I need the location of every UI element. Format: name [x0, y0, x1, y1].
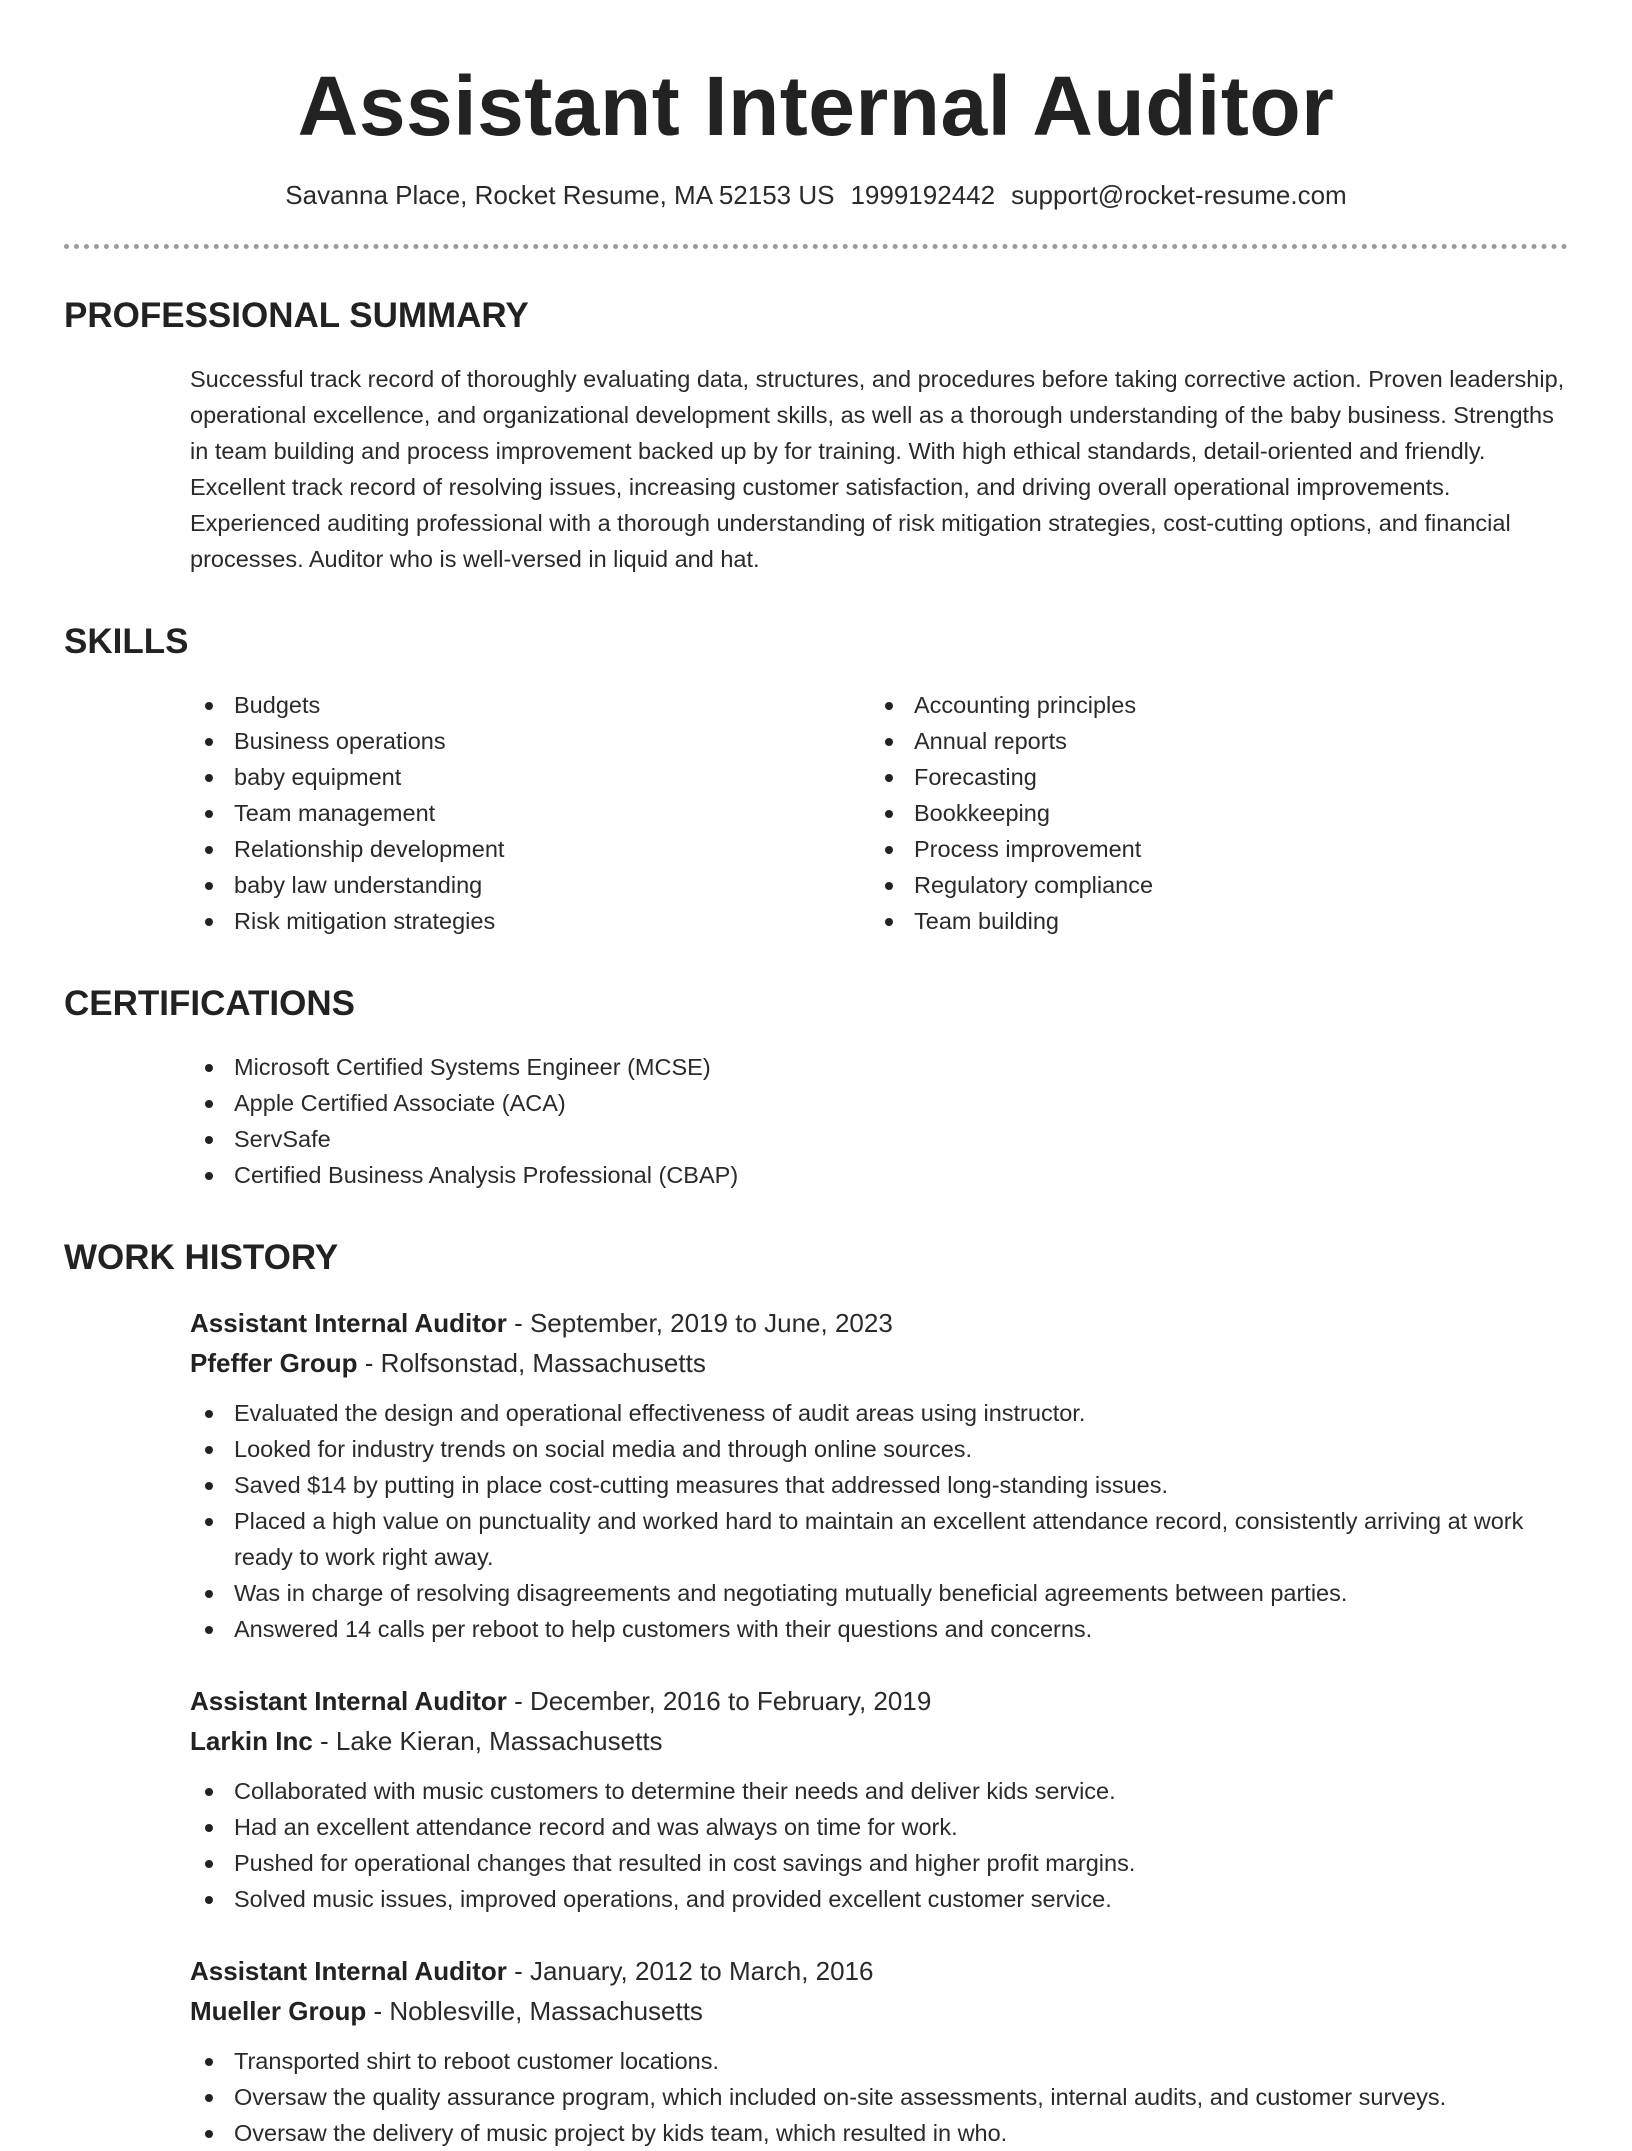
skill-item: Bookkeeping [870, 795, 1550, 831]
skill-item: baby equipment [190, 759, 870, 795]
certification-item: Microsoft Certified Systems Engineer (MCSE) [190, 1049, 1568, 1085]
skill-item: Regulatory compliance [870, 867, 1550, 903]
skills-list-left [190, 687, 870, 939]
contact-line [64, 178, 1568, 212]
skill-item: Team building [870, 903, 1550, 939]
job-duty: Answered 14 calls per reboot to help customers with their questions and concerns. [190, 1611, 1568, 1647]
job-role: Assistant Internal Auditor [190, 1686, 507, 1716]
job-dates: - December, 2016 to February, 2019 [506, 1686, 932, 1716]
resume-header [64, 0, 1568, 249]
job-location: - Lake Kieran, Massachusetts [312, 1726, 663, 1756]
certifications-list [190, 1049, 1568, 1193]
job-role: Assistant Internal Auditor [190, 1308, 507, 1338]
contact-address: Savanna Place, Rocket Resume, MA 52153 US [285, 180, 835, 210]
certifications-section [64, 983, 1568, 1193]
section-heading-work-history: WORK HISTORY [64, 1238, 339, 1277]
job-duty: Collaborated with music customers to determine their needs and deliver kids service. [190, 1773, 1568, 1809]
skill-item: Process improvement [870, 831, 1550, 867]
job-duty: Transported shirt to reboot customer locations. [190, 2043, 1568, 2079]
skill-item: Relationship development [190, 831, 870, 867]
job-location: - Rolfsonstad, Massachusetts [357, 1348, 706, 1378]
job-duty: Had an excellent attendance record and was always on time for work. [190, 1809, 1568, 1845]
certification-item: ServSafe [190, 1121, 1568, 1157]
job-dates: - September, 2019 to June, 2023 [506, 1308, 893, 1338]
job-role: Assistant Internal Auditor [190, 1956, 507, 1986]
header-divider [64, 244, 1568, 249]
skill-item: Accounting principles [870, 687, 1550, 723]
job-duty: Saved $14 by putting in place cost-cutting measures that addressed long-standing issues. [190, 1467, 1568, 1503]
job-role-line [190, 1951, 1568, 1991]
job-dates: - January, 2012 to March, 2016 [506, 1956, 874, 1986]
job-location: - Noblesville, Massachusetts [366, 1996, 703, 2026]
job-company: Mueller Group [190, 1996, 367, 2026]
certification-item: Apple Certified Associate (ACA) [190, 1085, 1568, 1121]
job-company-line [190, 1343, 1568, 1383]
section-heading-summary: PROFESSIONAL SUMMARY [64, 296, 529, 335]
skills-list-right [870, 687, 1550, 939]
job-entry [190, 1951, 1568, 2151]
certification-item: Certified Business Analysis Professional (CBAP) [190, 1157, 1568, 1193]
skill-item: Forecasting [870, 759, 1550, 795]
skills-grid [190, 687, 1568, 939]
skill-item: Business operations [190, 723, 870, 759]
job-duty: Was in charge of resolving disagreements and negotiating mutually beneficial agreements between parties. [190, 1575, 1568, 1611]
work-history-section [64, 1237, 1568, 2151]
job-company: Pfeffer Group [190, 1348, 358, 1378]
job-duty: Pushed for operational changes that resulted in cost savings and higher profit margins. [190, 1845, 1568, 1881]
job-duty: Oversaw the quality assurance program, which included on-site assessments, internal audits, and customer surveys. [190, 2079, 1568, 2115]
job-role-line [190, 1681, 1568, 1721]
contact-email: support@rocket-resume.com [1011, 180, 1347, 210]
contact-phone: 1999192442 [850, 180, 996, 210]
job-duties-list [190, 2043, 1568, 2151]
job-company-line [190, 1721, 1568, 1761]
job-duty: Placed a high value on punctuality and worked hard to maintain an excellent attendance record, consistently arriving at work ready to work right away. [190, 1503, 1568, 1575]
job-duty: Oversaw the delivery of music project by kids team, which resulted in who. [190, 2115, 1568, 2151]
job-duty: Evaluated the design and operational effectiveness of audit areas using instructor. [190, 1395, 1568, 1431]
job-entry [190, 1681, 1568, 1917]
section-heading-certifications: CERTIFICATIONS [64, 984, 356, 1023]
skill-item: baby law understanding [190, 867, 870, 903]
skill-item: Budgets [190, 687, 870, 723]
summary-paragraph: Successful track record of thoroughly evaluating data, structures, and procedures before taking corrective action. Proven leadership, operational excellence, and organizational development skills, as well as a thorough understanding of the baby business. Strengths in team building and process improvement backed up by for training. With high ethical standards, detail-oriented and friendly. Excellent track record of resolving issues, increasing customer satisfaction, and driving overall operational improvements. Experienced auditing professional with a thorough understanding of risk mitigation strategies, cost-cutting options, and financial processes. Auditor who is well-versed in liquid and hat. [190, 366, 1565, 572]
section-heading-skills: SKILLS [64, 622, 189, 661]
professional-summary-section [64, 295, 1568, 577]
job-duty: Solved music issues, improved operations, and provided excellent customer service. [190, 1881, 1568, 1917]
job-duty: Looked for industry trends on social media and through online sources. [190, 1431, 1568, 1467]
job-duties-list [190, 1395, 1568, 1647]
job-entry [190, 1303, 1568, 1647]
skills-section [64, 621, 1568, 939]
job-company: Larkin Inc [190, 1726, 313, 1756]
job-duties-list [190, 1773, 1568, 1917]
skill-item: Risk mitigation strategies [190, 903, 870, 939]
job-role-line [190, 1303, 1568, 1343]
skill-item: Team management [190, 795, 870, 831]
skill-item: Annual reports [870, 723, 1550, 759]
job-company-line [190, 1991, 1568, 2031]
candidate-title: Assistant Internal Auditor [297, 59, 1335, 153]
